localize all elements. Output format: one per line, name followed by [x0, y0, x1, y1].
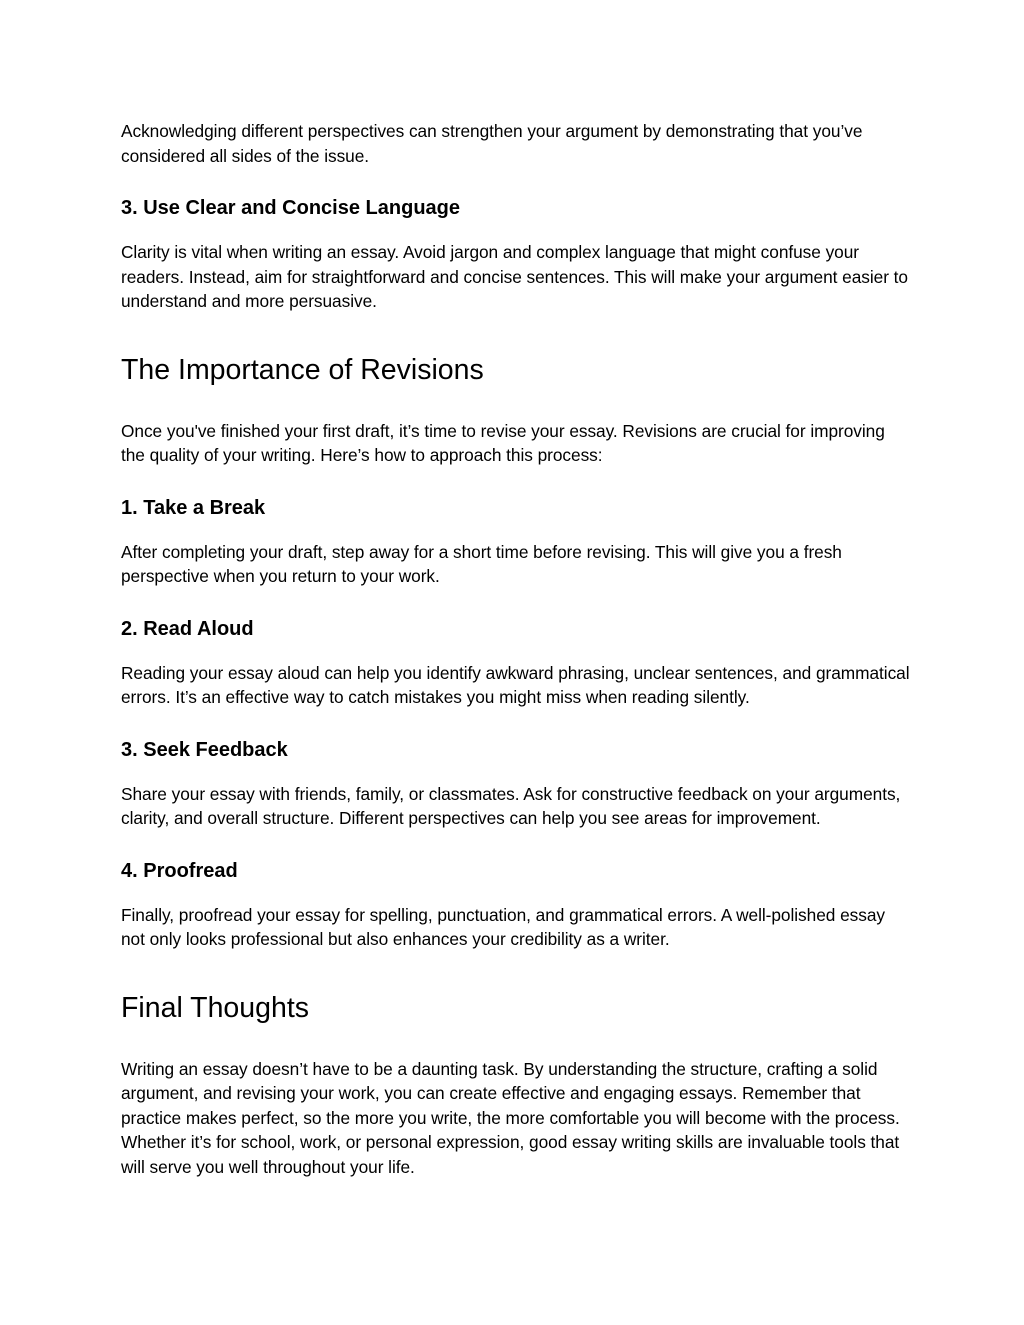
- paragraph-clarity: Clarity is vital when writing an essay. Avoid jargon and complex language that might confuse your readers. Instead, aim for straightforward and concise sentences. This will make your argument easier to understand and more persuasive.: [121, 242, 908, 311]
- heading-proofread: 4. Proofread: [121, 859, 238, 882]
- document-page: [121, 119, 911, 1179]
- paragraph-take-a-break: After completing your draft, step away for a short time before revising. This will give you a fresh perspective when you return to your work.: [121, 541, 842, 586]
- paragraph-perspectives: Acknowledging different perspectives can strengthen your argument by demonstrating that you’ve considered all sides of the issue.: [121, 121, 863, 166]
- paragraph-seek-feedback: Share your essay with friends, family, or classmates. Ask for constructive feedback on your arguments, clarity, and overall structure. Different perspectives can help you see areas for improvement.: [121, 783, 901, 828]
- heading-read-aloud: 2. Read Aloud: [121, 617, 254, 640]
- heading-seek-feedback: 3. Seek Feedback: [121, 738, 288, 761]
- paragraph-proofread: Finally, proofread your essay for spelling, punctuation, and grammatical errors. A well-polished essay not only looks professional but also enhances your credibility as a writer.: [121, 904, 885, 949]
- heading-clear-concise-language: 3. Use Clear and Concise Language: [121, 197, 460, 219]
- heading-final-thoughts: Final Thoughts: [121, 991, 310, 1024]
- paragraph-final-thoughts: Writing an essay doesn’t have to be a daunting task. By understanding the structure, crafting a solid argument, and revising your work, you can create effective and engaging essays. Remember that practice makes perfect, so the more you write, the more comfortable you will become with the process. Whether it’s for school, work, or personal expression, good essay writing skills are invaluable tools that will serve you well throughout your life.: [121, 1058, 900, 1177]
- paragraph-revisions-intro: Once you've finished your first draft, it’s time to revise your essay. Revisions are crucial for improving the quality of your writing. Here’s how to approach this process:: [121, 420, 885, 465]
- heading-importance-of-revisions: The Importance of Revisions: [121, 353, 484, 386]
- paragraph-read-aloud: Reading your essay aloud can help you identify awkward phrasing, unclear sentences, and grammatical errors. It’s an effective way to catch mistakes you might miss when reading silently.: [121, 662, 910, 707]
- heading-take-a-break: 1. Take a Break: [121, 496, 266, 519]
